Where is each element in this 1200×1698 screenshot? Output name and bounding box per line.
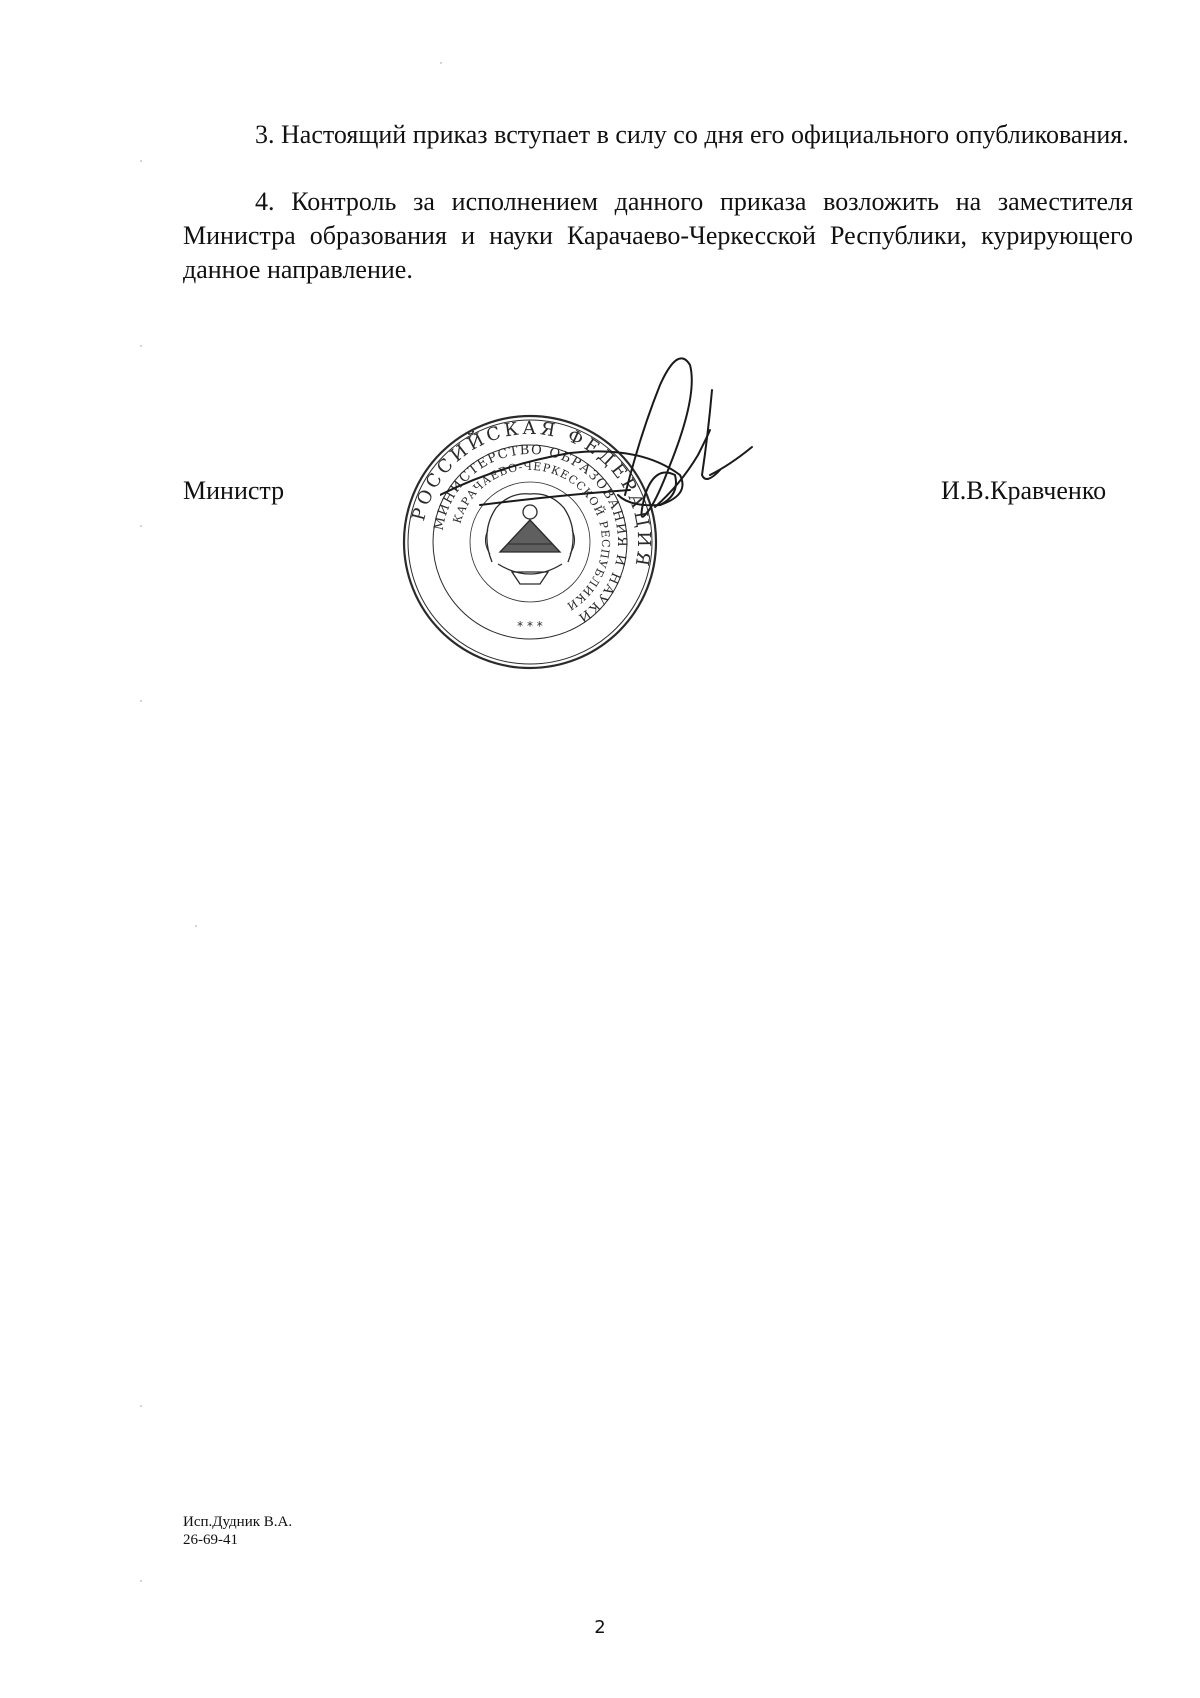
scan-artifact [140, 700, 142, 702]
scan-artifact [140, 345, 142, 347]
scan-artifact [440, 62, 442, 64]
scan-artifact [140, 160, 142, 162]
seal-inner-text: КАРАЧАЕВО-ЧЕРКЕССКОЙ РЕСПУБЛИКИ [450, 459, 613, 614]
seal-middle-text: МИНИСТЕРСТВО ОБРАЗОВАНИЯ И НАУКИ [431, 442, 630, 626]
scan-artifact [140, 525, 142, 527]
executor-phone: 26-69-41 [183, 1532, 238, 1548]
seal-stars: * * * [517, 619, 543, 633]
signature-graphic [440, 345, 840, 575]
signatory-name: И.В.Кравченко [941, 476, 1107, 505]
scan-artifact [195, 925, 197, 927]
executor-name: Исп.Дудник В.А. [183, 1514, 293, 1530]
scan-artifact [140, 1580, 142, 1582]
seal-outer-text: РОССИЙСКАЯ ФЕДЕРАЦИЯ [408, 417, 655, 571]
paragraph-4: 4. Контроль за исполнением данного приказа возложить на заместителя Министра образования и науки Карачаево-Черкесской Республики, курирующего данное направление. [183, 187, 1133, 284]
handwritten-signature [440, 345, 840, 575]
page-number: 2 [594, 1617, 606, 1638]
scan-artifact [140, 1405, 142, 1407]
signatory-title: Министр [183, 476, 285, 505]
paragraph-3: 3. Настоящий приказ вступает в силу со дня его официального опубликования. [255, 120, 1129, 149]
